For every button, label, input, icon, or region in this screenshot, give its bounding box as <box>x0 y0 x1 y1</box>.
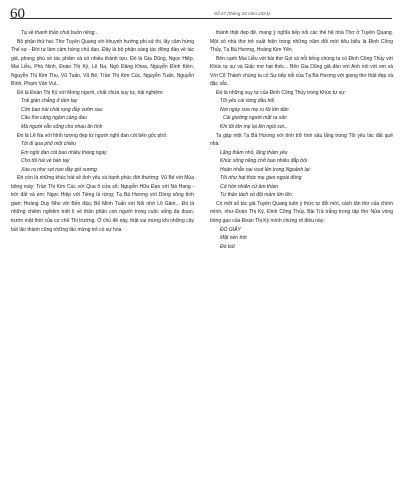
poem-line: Lặng thầm nhỏ, lặng thầm yêu <box>220 149 288 156</box>
poem-line: Xòe ra như sợi nan đầy gió sương. <box>21 166 99 173</box>
body-paragraph: Ta gặp một Tạ Bá Hương với tình trữ tình sâu lắng trong Tôi yêu tác đất quê nhà: <box>210 132 393 148</box>
poem-line: Câu thơ càng ngậm càng đau <box>21 115 87 122</box>
header-rule <box>10 18 392 19</box>
poem-line: Tự thân tách vỏ đội mầm lớn lên. <box>220 192 294 199</box>
body-paragraph: Bên cạnh Mai Liễu với bài thơ Gọi và nỗi tiếng chúng ta có Đinh Công Thủy với Khúc tự sự và Giấc mơ hạt thóc... Bên Gia Dũng giã đàn với Anh nói với em và Với Cổ Thành chúng ta có Sự tiếp nối của Tạ Bá Hương với giọng thơ thật đẹp và đặc sắc. <box>210 55 393 88</box>
poem-line: Hoàn nhẫn nai vuot lên trong Ngoảnh lại: <box>220 166 311 173</box>
poem-line: Cứ hồn nhiên cứ âm thầm <box>220 183 279 190</box>
body-paragraph: Bộ phận thứ hai: Thơ Tuyên Quang với khuynh hướng phi sử thi, lấy cảm hứng Thế sự - Đời tư làm cảm hứng chủ đạo. Đây là bộ phận sáng tác đông đảo về tác giả, phong phú về tác phẩm và có nhiều thành tựu. Đó là Gia Dũng, Ngọc Hiệp, Mai Liễu, Phù Ninh, Đoàn Thị Ký, Lê Na, Ngô Đăng Khoa, Nguyễn Đình Kiền, Nguyễn Thị Kim Thu, Vũ Tuấn, Vũ Bé, Trần Thị Kim Cúc, Nguyễn Tuấn, Nguyễn Bình, Phạm Văn Vui... <box>11 38 194 88</box>
right-column <box>210 29 393 251</box>
body-paragraph: Có một số tác giả Tuyên Quang luôn ý thức tự đổi mới, cách tân thơ của chính mình. như Đoàn Thị Ký, Đinh Công Thủy, Bài Trả trắng trong tập thơ Nửa vòng bóng gạo của Đoàn Thị Ký mình chứng rõ điều này: <box>210 200 393 225</box>
poem-line: Cớn bao trái chát rụng đầy vườn sau <box>21 106 103 113</box>
poem-line: Tôi đi qua phố một chiều <box>21 141 76 148</box>
left-column <box>11 29 194 234</box>
poem-line: Cho tôi hái về bàn tay <box>21 158 70 165</box>
poem-line: ĐÓ GIẤY <box>220 226 241 233</box>
body-paragraph: Đó là những suy tư của Đinh Công Thủy trong Khúc tự sự: <box>216 89 347 96</box>
poem-line: Tạ về thanh thản chút buồn riêng... <box>21 30 99 36</box>
poem-line: Nơi ngày xưa mẹ ru tôi lớn dần <box>220 106 289 113</box>
poem-line: Tôi như hạt thóc mẹ gieo ngoài đồng <box>220 175 302 182</box>
poem-line: Tôi yêu cái vòng đầu hổi <box>220 98 275 105</box>
poem-line: Cái giường người mặt ra sân <box>223 115 287 122</box>
poem-line: Đó bút <box>220 243 235 250</box>
poem-line: Em ngồi đan cót bao nhiêu tháng ngày <box>21 149 107 156</box>
body-paragraph: Đó là Lê Na với hình tượng đẹp từ người nghỉ đan cót bên gốc phố: <box>17 132 168 139</box>
body-paragraph: thành thật đẹp đẽ, mang ý nghĩa tiếp nối các thế hệ nhà Thơ ở Tuyên Quang. Một số nhà thơ trẻ xuất hiện trong những năm đổi mới tiêu biểu là Đinh Công Thủy, Tạ Bá Hương, Hoàng Kim Yến. <box>210 30 393 54</box>
poem-line: Mặt nền trời <box>220 235 247 242</box>
poem-line: Khúc sông năng chở bao nhiêu đắp bồi <box>220 158 307 165</box>
body-paragraph: Đó là Đoàn Thị Ký với Mong người, chất chứa suy tư, trải nghiệm: <box>17 89 164 96</box>
page-number: 60 <box>10 6 25 22</box>
issue-label: Số 47 (tháng 10 năm 2024) <box>214 11 270 16</box>
poem-line: Trái gián chẳng ở tầm tay <box>21 98 78 105</box>
poem-line: Mà người vẫn sống cho nhau ân tình <box>21 124 103 131</box>
poem-line: Khi tôi lớn mẹ lại lên ngồi sơi... <box>220 124 289 131</box>
body-paragraph: Đó còn là những khúc hát về tình yêu và hạnh phúc đời thường: Vũ Bé với Mùa bông máy; Trần Thị Kim Cúc với Qua ô cửa sổ; Nguyễn Hữu Đạo với Nà Hang - trời đất và em; Ngọc Hiệp với Tiếng lá rừng; Tạ Bá Hương với Dòng sông tình gian; Hoàng Duy Nho với Bến đậu; Bố Minh Tuấn với Nối nhớ Lô Gâm... Đó là những chiêm nghiệm triết lí về thân phận con người trong cuộc sống đa đoan, trước mặt thời của cơ chế Thị trường. Ở chủ đề này, thật vui mừng khi những cây bút lão thành cũng những lão mừng trẻ có sự hòa <box>11 175 194 233</box>
